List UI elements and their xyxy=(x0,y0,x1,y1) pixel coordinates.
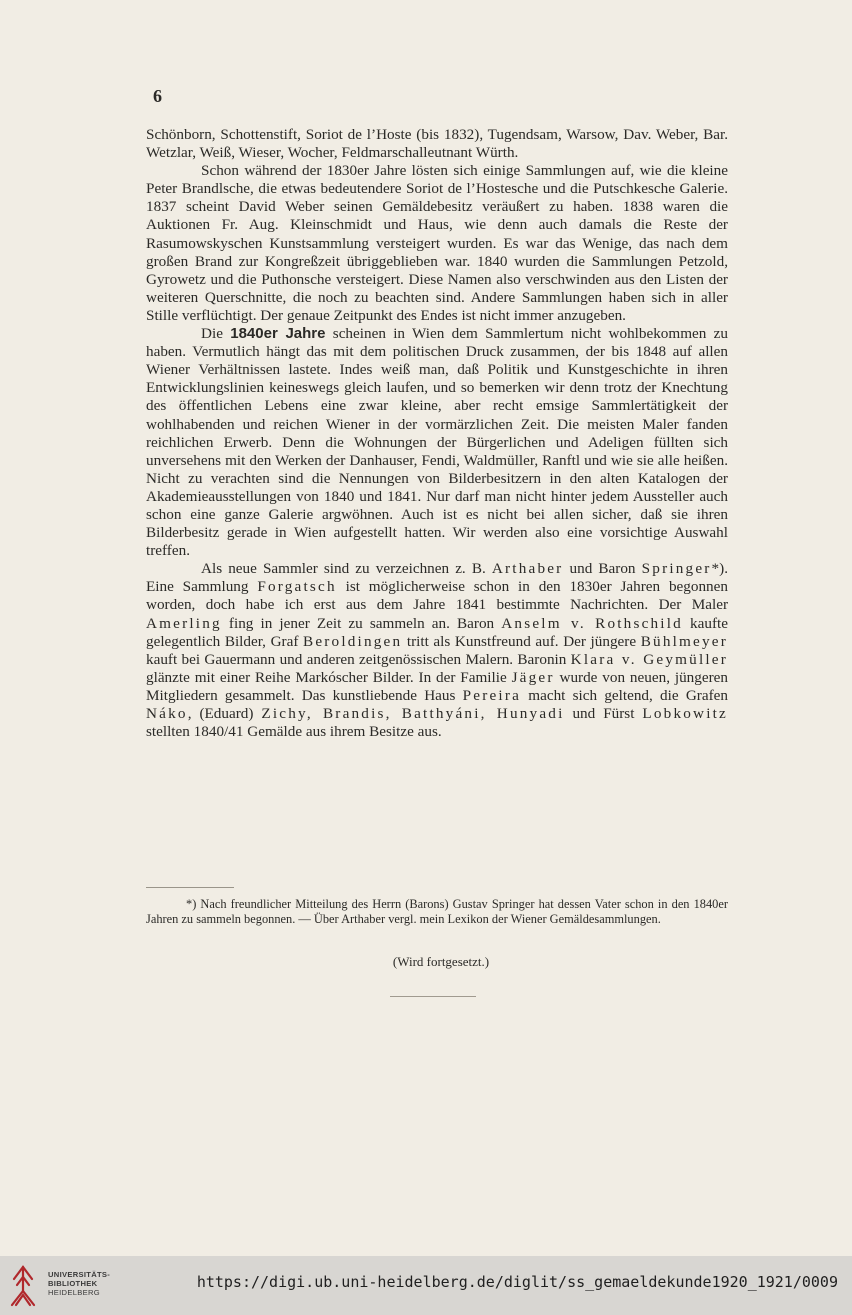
paragraph-2: Schon während der 1830er Jahre lösten sich einige Sammlungen auf, wie die kleine Peter Brandlsche, die etwas bedeutendere Soriot de l’Hostesche und die Putschkesche Galerie. 1837 scheint David Weber seinen Gemäldebesitz veräußert zu haben. 1838 waren die Auktionen Fr. Aug. Kleinschmidt und Haus, wie denn auch damals die Reste der Rasumowskyschen Kunstsammlung versteigert wurden. Es war das Wenige, das nach dem großen Brand zur Kongreßzeit übriggeblieben war. 1840 wurden die Sammlungen Petzold, Gyrowetz und die Puthonsche versteigert. Diese Namen also verschwinden aus den Listen der weiteren Querschnitte, die noch zu beachten sind. Andere Sammlungen haben sich in aller Stille verflüchtigt. Der genaue Zeitpunkt des Endes ist nicht immer anzugeben. xyxy=(146,162,728,324)
paragraph-3-lead: Die xyxy=(201,325,231,343)
footnote-text: *) Nach freundlicher Mitteilung des Herrn (Barons) Gustav Springer hat dessen Vater schon in den 1840er Jahren zu sammeln begonnen. — Über Arthaber vergl. mein Lexikon der Wiener Gemäldesammlungen. xyxy=(146,897,728,927)
footnote-divider xyxy=(146,887,234,888)
paragraph-3-rest: scheinen in Wien dem Sammlertum nicht wohlbekommen zu haben. Vermutlich hängt das mit dem politischen Druck zusammen, der bis 1848 auf allen Wiener Verhältnissen lastete. Indes weiß man, daß Politik und Kunstgeschichte in ihren Entwicklungslinien keineswegs gleich laufen, und so bemerken wir denn trotz der Knechtung des öffentlichen Lebens eine zwar kleine, aber recht emsige Sammlertätigkeit der wohlhabenden und reichen Wiener in der vormärzlichen Zeit. Die meisten Maler fanden reichlichen Erwerb. Denn die Wohnungen der Bürgerlichen und Adeligen füllten sich unversehens mit den Werken der Danhauser, Fendi, Waldmüller, Ranftl und wie sie alle heißen. Nicht zu verachten sind die Nennungen von Bilderbesitzern in den alten Katalogen der Akademieausstellungen von 1840 und 1841. Nur darf man nicht hinter jedem Aussteller auch schon eine ganze Galerie argwöhnen. Auch ist es nicht bei allen sicher, daß sie ihren Bilderbesitz gerade in Wien aufgestellt hatten. Wir werden also eine vorsichtige Auswahl treffen. xyxy=(146,325,728,560)
collector-name: Klara v. Geymüller xyxy=(570,650,728,668)
text-run: kaufte gelegentlich Bilder, Graf xyxy=(146,614,729,650)
text-run: , (Eduard) xyxy=(187,705,262,722)
text-run: Als neue Sammler sind zu verzeichnen z. B. xyxy=(201,560,492,578)
paragraph-4 xyxy=(146,560,728,741)
library-logo-icon[interactable] xyxy=(8,1261,38,1309)
page-number: 6 xyxy=(153,86,162,106)
body-text xyxy=(146,126,728,741)
footnote xyxy=(146,897,728,927)
continued-note: (Wird fortgesetzt.) xyxy=(392,954,490,969)
collector-name: Náko xyxy=(146,705,188,722)
paragraph-3 xyxy=(146,325,728,560)
collector-name: Springer xyxy=(641,560,712,578)
text-run: macht sich geltend, die Grafen xyxy=(521,686,728,704)
library-name xyxy=(48,1270,110,1297)
text-run: tritt als Kunstfreund auf. Der jüngere xyxy=(402,632,641,650)
text-run: stellten 1840/41 Gemälde aus ihrem Besitze aus. xyxy=(146,723,442,741)
collector-name: Zichy, Brandis, Batthyáni, Hunyadi xyxy=(261,705,565,722)
collector-name: Anselm v. Rothschild xyxy=(501,614,683,632)
section-heading-1840er: 1840er Jahre xyxy=(230,325,326,343)
end-divider xyxy=(390,996,476,997)
text-run: glänzte mit einer Reihe Markóscher Bilder. In der Familie xyxy=(146,668,512,686)
collector-name: Pereira xyxy=(462,686,522,704)
text-run: und Fürst xyxy=(564,705,643,722)
text-run: wurde von neuen, jüngeren Mitgliedern gesammelt. Das kunstliebende Haus xyxy=(146,668,728,704)
collector-name: Arthaber xyxy=(491,560,564,578)
text-run: fing in jener Zeit zu sammeln an. Baron xyxy=(221,614,502,632)
footer-bar xyxy=(0,1256,852,1315)
collector-name: Forgatsch xyxy=(257,578,337,596)
collector-name: Amerling xyxy=(146,614,222,632)
text-run: *). Eine Sammlung xyxy=(146,560,728,596)
library-line-2: BIBLIOTHEK xyxy=(48,1279,98,1288)
collector-name: Lobkowitz xyxy=(642,705,728,722)
collector-name: Bühlmeyer xyxy=(640,632,728,650)
text-run: und Baron xyxy=(563,560,642,578)
library-line-3: HEIDELBERG xyxy=(48,1288,100,1297)
collector-name: Beroldingen xyxy=(303,632,403,650)
source-url-link[interactable]: https://digi.ub.uni-heidelberg.de/diglit/ss_gemaeldekunde1920_1921/0009 xyxy=(196,1273,838,1291)
text-run: kauft bei Gauermann und anderen zeitgenössischen Malern. Baronin xyxy=(146,650,571,668)
collector-name: Jäger xyxy=(511,668,555,686)
library-line-1: UNIVERSITÄTS- xyxy=(48,1270,111,1279)
paragraph-1: Schönborn, Schottenstift, Soriot de l’Hoste (bis 1832), Tugendsam, Warsow, Dav. Weber, Bar. Wetzlar, Weiß, Wieser, Wocher, Feldmarschalleutnant Würth. xyxy=(146,126,728,162)
text-run: ist möglicherweise schon in den 1830er Jahren begonnen worden, doch habe ich erst aus dem Jahre 1841 bestimmte Nachrichten. Der Maler xyxy=(146,578,728,614)
